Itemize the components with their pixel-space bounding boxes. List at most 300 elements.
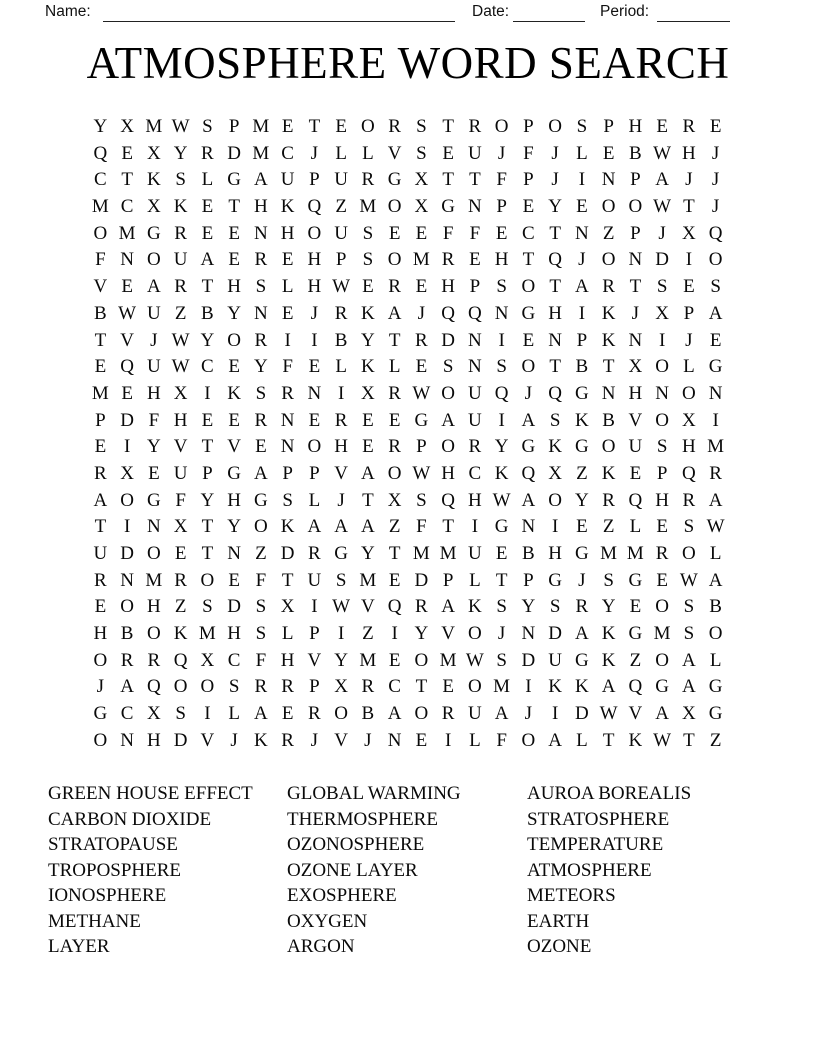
grid-cell: I [284,329,291,351]
grid-cell: R [254,676,268,698]
grid-cell: B [575,356,589,378]
grid-cell: T [602,729,615,751]
grid-cell: R [174,222,187,244]
grid-row [87,514,729,541]
grid-cell: I [337,382,345,404]
grid-cell: N [280,436,295,458]
grid-cell: X [120,462,134,484]
grid-cell: O [361,116,375,137]
grid-cell: W [653,729,672,751]
grid-cell: B [201,302,214,324]
grid-cell: B [522,543,535,564]
grid-cell: L [469,569,481,591]
grid-cell: W [599,703,618,725]
grid-cell: W [332,276,351,298]
grid-cell: I [444,729,452,751]
grid-cell: K [173,196,188,218]
grid-cell: G [254,489,268,511]
grid-cell: J [96,676,105,698]
grid-cell: V [387,142,402,164]
grid-cell: F [255,649,267,671]
grid-cell: G [387,169,402,191]
grid-cell: O [548,489,562,511]
grid-row [87,541,729,568]
grid-cell: H [628,116,643,137]
grid-cell: T [549,276,561,298]
grid-cell: V [334,462,348,484]
grid-cell: C [468,462,482,484]
grid-cell: S [202,596,213,618]
grid-cell: N [120,249,134,271]
grid-cell: O [655,409,669,431]
grid-cell: T [549,222,561,244]
grid-cell: E [281,116,294,137]
word-list-item: OZONE [527,936,592,957]
grid-cell: O [601,249,616,271]
grid-cell: E [495,222,508,244]
grid-cell: P [523,116,534,137]
grid-cell: C [522,222,535,244]
grid-cell: N [120,569,134,591]
word-column [48,781,253,960]
grid-cell: K [575,409,589,431]
grid-cell: Q [441,489,455,511]
grid-cell: M [707,436,725,458]
grid-cell: I [658,329,666,351]
grid-cell: T [308,116,321,137]
grid-cell: L [576,142,588,164]
grid-cell: I [498,409,505,431]
grid-cell: O [655,649,669,671]
grid-cell: O [147,543,161,564]
grid-row [87,701,729,728]
grid-cell: P [416,436,427,458]
grid-cell: Z [388,516,401,538]
grid-cell: H [147,382,161,404]
grid-cell: Q [682,462,696,484]
grid-cell: M [439,543,457,564]
grid-cell: B [120,623,134,645]
grid-cell: J [230,729,238,751]
grid-cell: L [709,543,722,564]
grid-cell: A [682,649,696,671]
grid-cell: E [228,249,240,271]
grid-cell: T [228,196,240,218]
grid-cell: E [442,676,454,698]
grid-row [87,114,729,141]
grid-cell: G [147,222,161,244]
grid-cell: Z [602,222,615,244]
grid-cell: P [282,462,293,484]
grid-row [87,381,729,408]
grid-cell: S [362,222,374,244]
grid-cell: Y [254,356,268,378]
grid-cell: N [468,196,482,218]
grid-cell: W [118,302,137,324]
grid-row [87,674,729,701]
grid-cell: X [334,676,348,698]
grid-cell: S [416,116,427,137]
grid-cell: H [441,462,455,484]
grid-cell: Q [521,462,536,484]
grid-cell: X [147,703,161,725]
grid-cell: R [575,596,589,618]
grid-cell: X [173,382,188,404]
grid-cell: Q [708,222,723,244]
grid-cell: K [548,436,562,458]
grid-cell: R [388,276,401,298]
grid-cell: D [575,703,589,725]
grid-cell: H [147,596,161,618]
grid-cell: Z [255,543,267,564]
grid-cell: H [280,649,295,671]
grid-cell: C [281,142,294,164]
grid-cell: S [255,623,267,645]
grid-cell: R [682,489,696,511]
grid-cell: E [362,409,374,431]
grid-cell: G [548,569,562,591]
grid-cell: L [362,142,374,164]
grid-cell: D [280,543,295,564]
grid-cell: H [227,623,241,645]
grid-cell: A [708,569,723,591]
grid-cell: G [575,436,589,458]
grid-cell: Q [468,302,482,324]
grid-cell: O [227,329,241,351]
grid-cell: C [120,703,134,725]
grid-cell: E [228,409,240,431]
grid-cell: O [173,676,188,698]
grid-cell: F [496,729,507,751]
grid-cell: N [708,382,723,404]
grid-cell: J [685,329,693,351]
word-list-item: OZONE LAYER [287,859,418,881]
word-list-item: STRATOPAUSE [48,834,178,855]
grid-cell: E [415,356,428,378]
grid-cell: G [227,462,241,484]
grid-cell: Z [629,649,642,671]
grid-cell: I [525,676,532,698]
grid-cell: E [94,596,107,618]
grid-cell: U [468,142,482,164]
grid-cell: H [147,729,161,751]
grid-cell: K [254,729,268,751]
grid-cell: J [337,489,345,511]
grid-cell: K [280,516,295,538]
grid-cell: M [412,543,430,564]
grid-cell: K [280,196,295,218]
grid-cell: J [310,142,319,164]
grid-cell: E [709,329,722,351]
grid-row [87,434,729,461]
grid-cell: K [494,462,509,484]
grid-cell: S [683,623,695,645]
grid-cell: K [173,623,188,645]
grid-cell: U [173,462,188,484]
grid-cell: L [281,276,294,298]
grid-cell: R [388,382,401,404]
grid-cell: T [442,116,454,137]
grid-cell: H [93,623,108,645]
grid-cell: E [656,516,668,538]
grid-cell: A [93,489,108,511]
grid-row [87,141,729,168]
grid-cell: A [120,676,134,698]
grid-cell: A [575,623,589,645]
grid-cell: H [682,142,696,164]
grid-cell: W [679,569,698,591]
grid-cell: M [252,142,270,164]
grid-cell: E [602,142,615,164]
grid-cell: H [682,436,696,458]
grid-cell: Q [628,676,643,698]
grid-cell: X [147,142,161,164]
grid-cell: Z [174,596,187,618]
grid-cell: E [388,649,401,671]
grid-cell: A [147,276,161,298]
grid-cell: V [227,436,241,458]
grid-cell: O [387,196,402,218]
word-list-item: ATMOSPHERE [527,859,652,881]
word-list-item: CARBON DIOXIDE [48,808,212,830]
grid-cell: A [655,703,669,725]
grid-cell: A [655,169,669,191]
grid-cell: W [412,462,431,484]
grid-cell: L [228,703,240,725]
grid-cell: P [576,329,588,351]
grid-cell: L [629,516,642,538]
grid-cell: S [255,276,267,298]
grid-cell: U [468,382,482,404]
grid-cell: O [494,116,509,137]
grid-cell: N [120,729,134,751]
grid-cell: O [708,249,723,271]
grid-cell: I [337,623,345,645]
grid-row [87,247,729,274]
grid-cell: I [204,703,211,725]
grid-cell: S [683,516,695,538]
grid-cell: S [549,409,561,431]
grid-cell: K [628,729,643,751]
grid-cell: F [175,489,186,511]
grid-cell: S [228,676,240,698]
grid-cell: T [495,569,508,591]
grid-cell: X [655,302,669,324]
grid-cell: O [414,649,429,671]
grid-cell: H [334,436,348,458]
grid-cell: Z [576,462,588,484]
grid-cell: H [227,276,241,298]
grid-cell: M [439,649,457,671]
grid-cell: I [578,169,586,191]
grid-cell: M [145,116,163,137]
grid-cell: M [493,676,511,698]
grid-cell: W [171,356,190,378]
grid-cell: Q [494,382,509,404]
grid-cell: C [227,649,241,671]
grid-cell: O [147,249,161,271]
grid-cell: Q [548,382,562,404]
grid-cell: O [601,436,616,458]
grid-cell: Y [361,543,375,564]
grid-cell: T [683,729,695,751]
grid-cell: O [387,462,402,484]
grid-cell: Y [494,436,509,458]
grid-cell: L [469,729,481,751]
grid-cell: X [414,169,429,191]
grid-cell: R [308,703,321,725]
grid-cell: I [551,516,559,538]
grid-cell: S [175,703,186,725]
grid-cell: G [441,196,455,218]
date-blank-line[interactable] [513,21,585,22]
grid-cell: E [522,329,535,351]
grid-cell: R [120,649,134,671]
grid-cell: O [655,356,669,378]
grid-cell: P [683,302,695,324]
grid-cell: R [254,249,268,271]
grid-cell: X [387,489,402,511]
grid-cell: N [494,302,509,324]
word-list-item: METHANE [48,910,141,932]
grid-cell: J [631,302,640,324]
grid-cell: Z [709,729,722,751]
grid-cell: U [93,543,108,564]
grid-cell: S [496,276,507,298]
grid-cell: W [171,329,190,351]
grid-cell: D [120,543,134,564]
grid-cell: L [576,729,588,751]
grid-cell: E [148,462,160,484]
grid-cell: V [120,329,134,351]
grid-cell: A [494,703,509,725]
grid-cell: I [578,302,586,324]
grid-cell: U [147,356,161,378]
grid-cell: D [120,409,134,431]
grid-cell: P [442,569,454,591]
grid-cell: R [281,676,294,698]
grid-cell: M [198,623,216,645]
grid-row [87,328,729,355]
grid-cell: H [548,543,562,564]
grid-cell: K [601,623,616,645]
word-list-item: STRATOSPHERE [527,808,670,830]
grid-cell: T [522,249,535,271]
grid-cell: T [683,196,695,218]
grid-cell: L [335,142,347,164]
grid-cell: P [309,623,320,645]
grid-cell: J [711,196,720,218]
grid-row [87,274,729,301]
grid-row [87,728,729,755]
grid-cell: S [549,596,561,618]
grid-cell: K [227,382,241,404]
grid-cell: E [362,436,374,458]
grid-row [87,568,729,595]
grid-cell: O [441,382,455,404]
name-blank-line[interactable] [103,21,455,22]
grid-cell: M [600,543,618,564]
grid-cell: R [334,409,348,431]
grid-cell: T [549,356,561,378]
grid-cell: W [492,489,511,511]
grid-cell: A [334,516,348,538]
grid-cell: T [469,169,481,191]
grid-cell: R [602,489,615,511]
grid-cell: D [227,142,241,164]
grid-cell: O [93,649,108,671]
grid-cell: Q [387,596,402,618]
grid-cell: K [147,169,161,191]
grid-cell: P [95,409,106,431]
grid-cell: R [334,302,348,324]
grid-row [87,301,729,328]
grid-cell: O [708,623,723,645]
grid-cell: Q [147,676,161,698]
grid-cell: U [548,649,562,671]
grid-cell: P [309,676,320,698]
grid-cell: E [656,116,668,137]
grid-cell: N [521,623,536,645]
grid-cell: E [281,249,294,271]
word-list-item: TEMPERATURE [527,834,664,855]
grid-cell: A [441,409,455,431]
grid-cell: R [94,462,107,484]
grid-row [87,461,729,488]
grid-cell: V [361,596,375,618]
grid-cell: J [524,703,533,725]
grid-cell: H [441,276,455,298]
grid-cell: E [255,436,267,458]
grid-cell: S [175,169,186,191]
grid-cell: I [712,409,719,431]
grid-cell: E [415,276,428,298]
grid-cell: G [521,436,536,458]
grid-cell: R [415,329,428,351]
grid-cell: L [201,169,214,191]
grid-cell: J [578,569,586,591]
grid-cell: M [653,623,671,645]
grid-cell: X [200,649,215,671]
grid-cell: I [311,329,318,351]
grid-cell: M [412,249,430,271]
grid-cell: X [414,196,429,218]
grid-cell: U [468,703,482,725]
grid-cell: E [308,409,321,431]
grid-cell: E [362,276,374,298]
grid-cell: H [227,489,241,511]
grid-cell: Y [414,623,429,645]
grid-cell: S [442,356,454,378]
grid-cell: Y [173,142,188,164]
grid-cell: O [120,596,134,618]
grid-cell: J [524,382,533,404]
grid-cell: G [575,543,589,564]
grid-cell: E [469,249,481,271]
grid-cell: O [628,196,643,218]
grid-cell: Q [120,356,134,378]
grid-cell: L [709,649,722,671]
grid-cell: Y [93,116,108,137]
grid-cell: P [335,249,347,271]
grid-cell: W [653,196,672,218]
grid-cell: T [281,569,294,591]
grid-cell: P [228,116,240,137]
word-list-item: ARGON [287,936,355,957]
period-blank-line[interactable] [657,21,730,22]
word-list-item: OZONOSPHERE [287,834,425,855]
grid-cell: P [630,222,641,244]
